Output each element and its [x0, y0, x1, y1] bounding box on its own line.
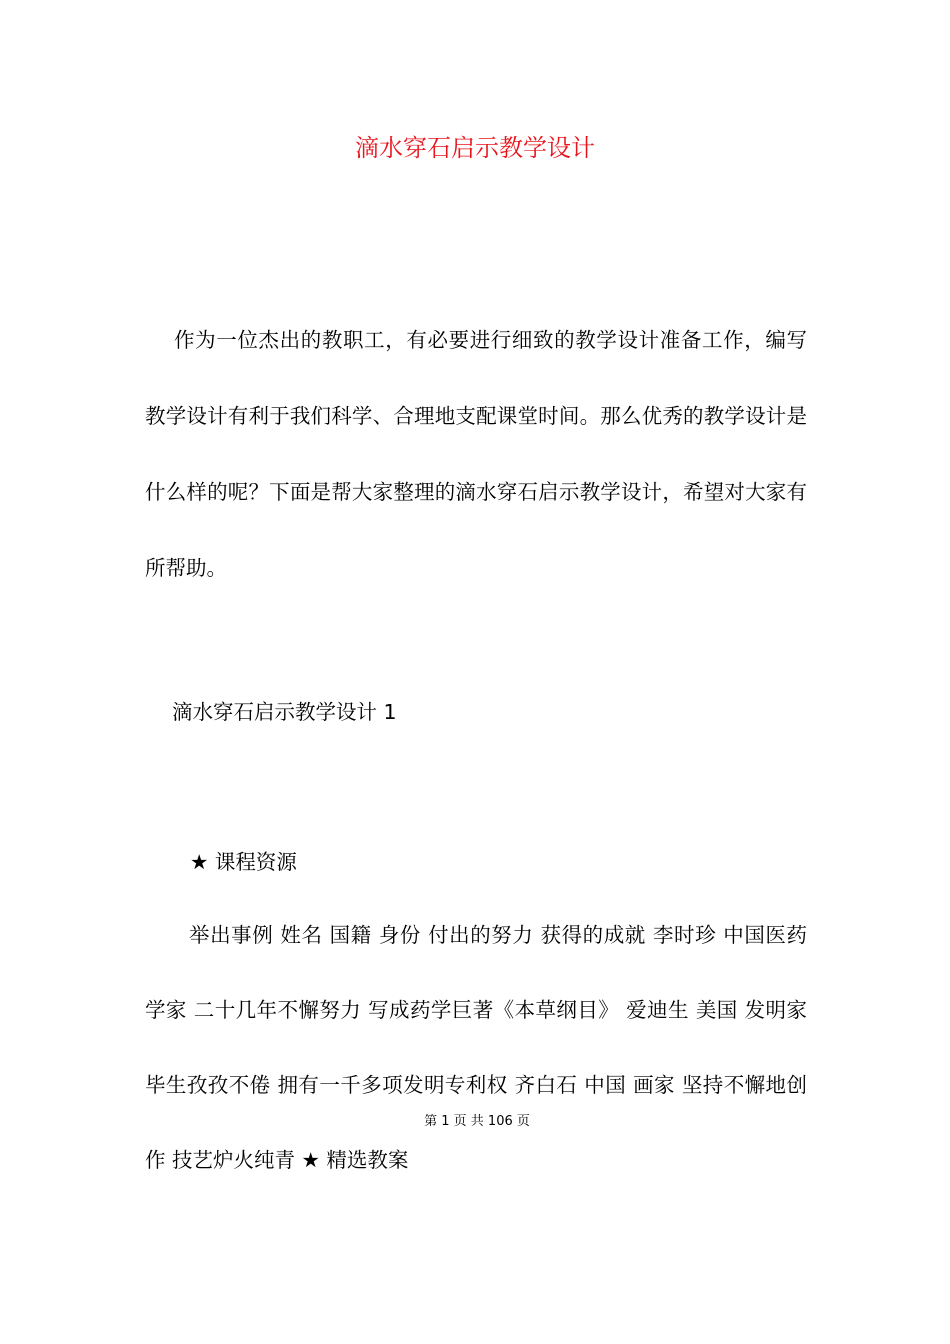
section-heading: 滴水穿石启示教学设计 1 [172, 700, 397, 724]
document-title: 滴水穿石启示教学设计 [355, 134, 595, 162]
resources-paragraph: 举出事例 姓名 国籍 身份 付出的努力 获得的成就 李时珍 中国医药学家 二十几年不懈努力 写成药学巨著《本草纲目》 爱迪生 美国 发明家 毕生孜孜不倦 拥有一千多项发明专利权 齐白石 中国 画家 坚持不懈地创作 技艺炉火纯青 ★ 精选教案 [145, 923, 807, 1172]
resources-heading: ★ 课程资源 [190, 850, 297, 874]
page-footer: 第 1 页 共 106 页 [424, 1114, 530, 1129]
intro-paragraph: 作为一位杰出的教职工，有必要进行细致的教学设计准备工作，编写教学设计有利于我们科学、合理地支配课堂时间。那么优秀的教学设计是什么样的呢？下面是帮大家整理的滴水穿石启示教学设计，希望对大家有所帮助。 [145, 328, 807, 580]
